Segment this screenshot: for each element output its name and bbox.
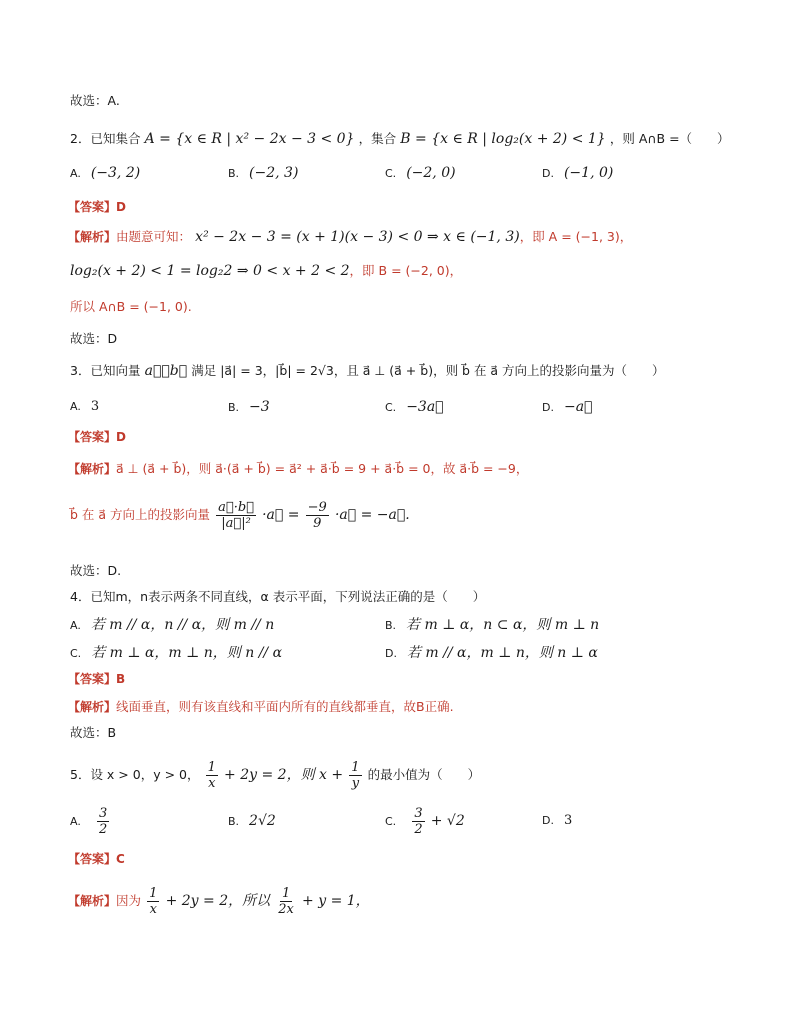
q4-answer: 【答案】B	[68, 672, 126, 686]
q4-option-d: D. 若 m // α，m ⊥ n，则 n ⊥ α	[385, 645, 598, 661]
q2-analysis-2: log₂(x + 2) < 1 = log₂2 ⇒ 0 < x + 2 < 2，即 B = (−2, 0)，	[70, 263, 463, 279]
q3-choose: 故选：D.	[70, 563, 122, 578]
q2-stem	[70, 130, 730, 149]
q4-option-a: A. 若 m // α，n // α，则 m // n	[70, 617, 275, 633]
q2-option-c: C. (−2, 0)	[385, 165, 456, 181]
q2-answer: 【答案】D	[68, 200, 126, 214]
q2-set-a: A = {x ∈ R | x² − 2x − 3 < 0}	[144, 131, 355, 147]
q4-stem: 4．已知m，n表示两条不同直线，α 表示平面，下列说法正确的是（ ）	[70, 589, 486, 604]
q4-choose: 故选：B	[70, 725, 117, 740]
q2-analysis-3: 所以 A∩B = (−1, 0).	[70, 299, 192, 314]
q3-option-c: C. −3a⃗	[385, 399, 444, 415]
q2-option-d: D. (−1, 0)	[542, 165, 614, 181]
q5-answer: 【答案】C	[68, 852, 125, 866]
q4-option-c: C. 若 m ⊥ α，m ⊥ n，则 n // α	[70, 645, 283, 661]
q5-option-b: B. 2√2	[228, 813, 276, 829]
q2-stem-mid: ，集合	[358, 131, 397, 146]
q2-stem-suffix: ，则 A∩B =（ ）	[609, 131, 730, 146]
q3-analysis-1: 【解析】a⃗ ⊥ (a⃗ + b⃗)，则 a⃗·(a⃗ + b⃗) = a⃗² + a⃗·b⃗ = 9 + a⃗·b⃗ = 0，故 a⃗·b⃗ = −9，	[68, 461, 529, 476]
q2-stem-prefix: 2．已知集合	[70, 131, 141, 146]
q2-analysis-1: 【解析】由题意可知： x² − 2x − 3 = (x + 1)(x − 3) < 0 ⇒ x ∈ (−1, 3)，即 A = (−1, 3)，	[68, 229, 633, 245]
q2-set-b: B = {x ∈ R | log₂(x + 2) < 1}	[400, 131, 606, 147]
q3-stem: 3．已知向量 a⃗，b⃗ 满足 |a⃗| = 3，|b⃗| = 2√3，且 a⃗ ⊥ (a⃗ + b⃗)，则 b⃗ 在 a⃗ 方向上的投影向量为（ ）	[70, 363, 665, 379]
q5-option-a: A. $\frac{3}{2}$	[70, 806, 108, 837]
q5-option-c: C. $\frac{3}{2}$ + √2	[385, 806, 465, 837]
q5-option-d: D. 3	[542, 813, 573, 828]
q4-analysis: 【解析】线面垂直，则有该直线和平面内所有的直线都垂直，故B正确.	[68, 699, 454, 714]
q3-option-b: B. −3	[228, 399, 270, 415]
q2-choose: 故选：D	[70, 331, 118, 346]
q3-answer: 【答案】D	[68, 430, 126, 444]
q5-analysis: 【解析】因为 $\frac{1}{x}$ + 2y = 2，所以 $\frac{1}{2x}$ + y = 1，	[68, 886, 370, 917]
q2-option-b: B. (−2, 3)	[228, 165, 299, 181]
q3-option-d: D. −a⃗	[542, 399, 593, 415]
q4-option-b: B. 若 m ⊥ α，n ⊂ α，则 m ⊥ n	[385, 617, 600, 633]
q3-option-a: A. 3	[70, 399, 100, 414]
q2-option-a: A. (−3, 2)	[70, 165, 141, 181]
q5-stem: 5．设 x > 0，y > 0， $\frac{1}{x}$ + 2y = 2，则 x + $\frac{1}{y}$ 的最小值为（ ）	[70, 760, 481, 791]
q1-choose: 故选：A.	[70, 93, 120, 108]
q3-analysis-2: b⃗ 在 a⃗ 方向上的投影向量 $\frac{a⃗\cdot b⃗}{\text{|a⃗|²}}$ ·a⃗ = $\frac{-9}{9}$ ·a⃗ = −a⃗.	[70, 500, 410, 531]
